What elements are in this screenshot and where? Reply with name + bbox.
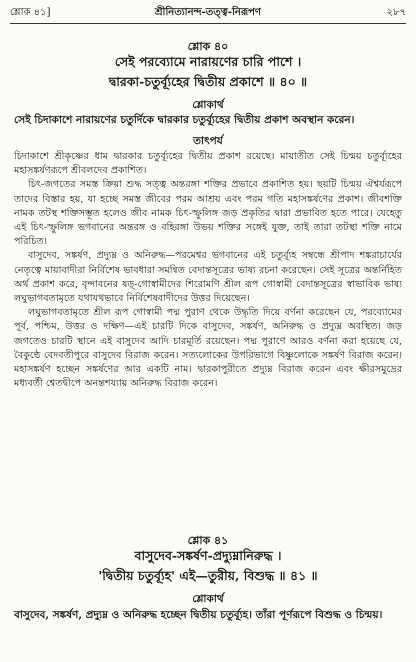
running-header — [10, 5, 406, 21]
purport-paragraph: চিৎ-জগতের সমস্ত ক্রিয়া শুদ্ধ সত্ত্ব অন্তরঙ্গা শক্তির প্রভাবে প্রকাশিত হয়। ছয়টি চিন্ময় ঐশ্বর্যরূপে তাদের বিস্তার হয়, যা হচ্ছে সমস্ত জীবের পরম আশ্রয় এবং পরম গতি মহাসঙ্কর্ষণের প্রকাশ। জীবশক্তি নামক তটস্থ শক্তিসম্ভূত হলেও জীব নামক চিৎ-স্ফুলিঙ্গ জড় প্রকৃতির দ্বারা প্রভাবিত হতে পারে। যেহেতু এই চিৎ-স্ফুলিঙ্গ ভগবানের অন্তরঙ্গ ও বহিরঙ্গা উভয় শক্তির সঙ্গেই যুক্ত, তাই তারা তটস্থা শক্তি নামে পরিচিত। — [14, 179, 402, 248]
verse-40-line-2: দ্বারকা-চতুর্ব্যূহের দ্বিতীয় প্রকাশে ॥ ৪০ ॥ — [108, 74, 308, 89]
header-page-number: ২৮৭ — [386, 7, 406, 18]
purport-paragraph: বাসুদেব, সঙ্কর্ষণ, প্রদ্যুম্ন ও অনিরুদ্ধ—পরমেশ্বর ভগবানের এই চতুর্ব্যূহ সম্বন্ধে শ্রীপাদ শঙ্করাচার্যের নেতৃত্বে মায়াবাদীরা নির্বিশেষ ভাবধারা সমন্বিত বেদান্তসূত্রের ভাষ্য রচনা করেছেন। সেই সূত্রের অন্তর্নিহিত অর্থ প্রকাশ করে, বৃন্দাবনের ষড়্-গোস্বামীদের শিরোমণি শ্রীল রূপ গোস্বামী বেদান্তসূত্রের স্বাভাবিক ভাষ্য লঘুভাগবতামৃতে যথাযথভাবে নির্বিশেষবাদীদের উত্তর দিয়েছেন। — [14, 250, 402, 305]
verse-40-line-1: সেই পরব্যোমে নারায়ণের চারি পাশে । — [114, 54, 302, 69]
verse-41-line-1: বাসুদেব-সঙ্কর্ষণ-প্রদ্যুম্নানিরুদ্ধ । — [134, 548, 282, 563]
verse-41-translation: বাসুদেব, সঙ্কর্ষণ, প্রদ্যুম্ন ও অনিরুদ্ধ হচ্ছেন দ্বিতীয় চতুর্ব্যূহ। তাঁরা পূর্ণরূপে বিশুদ্ধ ও চিন্ময়। — [14, 609, 383, 621]
header-chapter-title: শ্রীনিত্যানন্দ-তত্ত্ব-নিরূপণ — [155, 7, 261, 18]
verse-40-purport — [14, 150, 402, 391]
purport-paragraph: চিদাকাশে শ্রীকৃষ্ণের ধাম দ্বারকার চতুর্ব্যূহের দ্বিতীয় প্রকাশ রয়েছে। মায়াতীত সেই চিন্ময় চতুর্ব্যূহের মহাসঙ্কর্ষণরূপে শ্রীবলদেব প্রকাশিত। — [14, 151, 402, 177]
header-rule — [10, 23, 406, 24]
verse-41-number: শ্লোক ৪১ — [187, 534, 229, 547]
verse-40-translation: সেই চিদাকাশে নারায়ণের চতুর্দিকে দ্বারকার চতুর্ব্যূহের দ্বিতীয় প্রকাশ অবস্থান করেন। — [14, 114, 355, 126]
purport-paragraph: লঘুভাগবতামৃতে শ্রীল রূপ গোস্বামী পদ্ম পুরাণ থেকে উদ্ধৃতি দিয়ে বর্ণনা করেছেন যে, পরব্যোমের পূর্ব, পশ্চিম, উত্তর ও দক্ষিণ—এই চারটি দিকে বাসুদেব, সঙ্কর্ষণ, অনিরুদ্ধ ও প্রদ্যুম্ন অবস্থিত। জড় জগতেও চারটি স্থানে এই বাসুদেব আদি চারমূর্তি রয়েছেন। পদ্ম পুরাণে আরও বর্ণনা করা হয়েছে যে, বৈকুণ্ঠে বেদবতীপুরে বাসুদেব বিরাজ করেন। সত্যলোকের উপরিভাগে বিষ্ণুলোকে সঙ্কর্ষণ বিরাজ করেন। মহাসঙ্কর্ষণ হচ্ছেন সঙ্কর্ষণের আর একটি নাম। দ্বারকাপুরীতে প্রদ্যুম্ন বিরাজ করেন এবং ক্ষীরসমুদ্রের মধ্যবর্তী শ্বেতদ্বীপে অনন্তশয্যায় অনিরুদ্ধ বিরাজ করেন। — [14, 307, 402, 390]
verse-40-translation-title: শ্লোকার্থ — [192, 99, 224, 111]
verse-41-translation-title: শ্লোকার্থ — [192, 593, 224, 605]
header-verse-ref: শ্লোক ৪১] — [10, 7, 51, 18]
verse-41-line-2: 'দ্বিতীয় চতুর্ব্যূহ' এই—তুরীয়, বিশুদ্ধ ॥ ৪১ ॥ — [98, 568, 318, 583]
verse-40-purport-title: তাৎপর্য — [193, 135, 223, 147]
verse-40-number: শ্লোক ৪০ — [187, 40, 229, 53]
